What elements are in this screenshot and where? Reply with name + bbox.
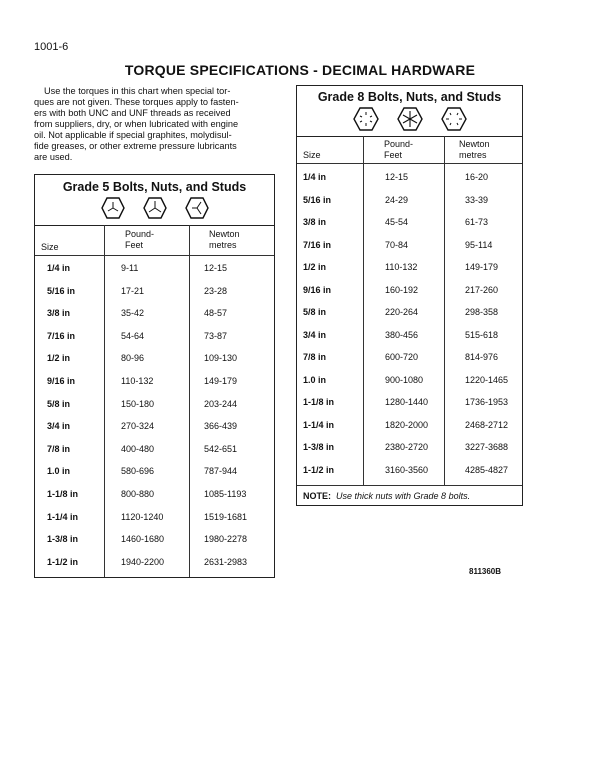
newton-metres-cell: 1980-2278: [204, 534, 248, 545]
pound-feet-cell: 900-1080: [385, 374, 424, 385]
feet-label: Feet: [125, 240, 144, 250]
pound-feet-column-header: [384, 139, 413, 161]
page-title: TORQUE SPECIFICATIONS - DECIMAL HARDWARE: [124, 62, 476, 78]
size-cell: 7/8 in: [303, 352, 327, 362]
size-cell: 3/8 in: [47, 308, 71, 319]
size-cell: 1.0 in: [303, 374, 327, 385]
newton-metres-column-header: [209, 229, 240, 251]
pound-feet-cell: 600-720: [385, 352, 419, 362]
header-divider: [297, 163, 522, 164]
pound-feet-cell: 160-192: [385, 284, 419, 295]
pound-feet-cell: 400-480: [121, 443, 155, 454]
newton-metres-cell: 2468-2712: [465, 419, 509, 430]
size-cell: 1/2 in: [47, 353, 71, 364]
hex-grade5-icon: [185, 197, 209, 219]
size-cell: 1.0 in: [47, 466, 71, 477]
newton-metres-cell: 1085-1193: [204, 489, 247, 499]
size-cell: 1-1/4 in: [47, 511, 79, 522]
newton-metres-cell: 1736-1953: [465, 397, 509, 407]
intro-line: fide greases, or other extreme pressure lubricants: [34, 141, 237, 151]
intro-line: ques are not given. These torques apply to fasten-: [34, 97, 239, 107]
newton-metres-cell: 787-944: [204, 466, 238, 477]
intro-line: are used.: [34, 152, 73, 162]
pound-label: Pound-: [384, 139, 414, 149]
pound-feet-cell: 220-264: [385, 307, 419, 317]
hex-grade5-icon: [143, 197, 167, 219]
size-cell: 1-3/8 in: [47, 534, 79, 545]
size-cell: 1-1/8 in: [47, 489, 79, 499]
pound-feet-cell: 1820-2000: [385, 419, 429, 430]
pound-feet-cell: 1120-1240: [121, 511, 164, 522]
newton-metres-cell: 23-28: [204, 285, 228, 296]
newton-metres-cell: 149-179: [465, 262, 499, 272]
newton-label: Newton: [459, 139, 490, 149]
intro-paragraph: [34, 86, 266, 163]
size-cell: 1/2 in: [303, 262, 327, 272]
newton-metres-cell: 515-618: [465, 329, 499, 340]
pound-feet-cell: 2380-2720: [385, 442, 429, 452]
size-cell: 1-1/4 in: [303, 419, 335, 430]
newton-metres-cell: 95-114: [465, 239, 493, 250]
newton-metres-cell: 542-651: [204, 443, 238, 454]
pound-feet-cell: 17-21: [121, 285, 145, 296]
size-cell: 1-1/2 in: [47, 556, 79, 567]
pound-feet-cell: 1460-1680: [121, 534, 165, 545]
pound-feet-cell: 24-29: [385, 194, 409, 205]
grade8-note: [303, 491, 470, 501]
newton-label: Newton: [209, 229, 240, 239]
size-cell: 5/16 in: [303, 194, 332, 205]
newton-metres-cell: 12-15: [204, 263, 228, 273]
note-label: NOTE:: [303, 491, 331, 501]
pound-feet-cell: 3160-3560: [385, 464, 429, 475]
grade8-torque-table: [296, 85, 523, 506]
metres-label: metres: [459, 150, 487, 160]
pound-feet-cell: 54-64: [121, 330, 145, 341]
size-column-header: Size: [41, 242, 59, 252]
newton-metres-cell: 298-358: [465, 307, 499, 317]
size-cell: 9/16 in: [303, 284, 332, 295]
pound-feet-cell: 35-42: [121, 308, 145, 319]
intro-line: from suppliers, dry, or when lubricated with engine: [34, 119, 239, 129]
newton-metres-cell: 33-39: [465, 194, 489, 205]
grade5-title: Grade 5 Bolts, Nuts, and Studs: [62, 180, 247, 194]
figure-code: 811360B: [469, 567, 502, 576]
pound-feet-cell: 70-84: [385, 239, 409, 250]
size-cell: 9/16 in: [47, 376, 76, 386]
note-text: Use thick nuts with Grade 8 bolts.: [336, 491, 471, 501]
column-divider: [104, 225, 105, 577]
size-cell: 7/16 in: [303, 239, 332, 250]
page-number: 1001-6: [34, 41, 69, 53]
newton-metres-cell: 1519-1681: [204, 511, 248, 522]
hex-grade8-icon: [441, 107, 467, 131]
pound-feet-cell: 80-96: [121, 353, 145, 364]
size-cell: 1-3/8 in: [303, 442, 335, 452]
size-cell: 7/16 in: [47, 330, 76, 341]
metres-label: metres: [209, 240, 237, 250]
pound-feet-cell: 110-132: [385, 262, 418, 272]
pound-feet-cell: 1280-1440: [385, 397, 429, 407]
column-divider: [189, 225, 190, 577]
grade8-title: Grade 8 Bolts, Nuts, and Studs: [317, 90, 502, 104]
newton-metres-cell: 16-20: [465, 172, 489, 182]
header-divider: [35, 255, 274, 256]
newton-metres-column-header: [459, 139, 490, 161]
size-cell: 1/4 in: [303, 172, 327, 182]
column-divider: [363, 136, 364, 485]
size-cell: 7/8 in: [47, 443, 71, 454]
size-cell: 1-1/8 in: [303, 397, 335, 407]
newton-metres-cell: 203-244: [204, 398, 238, 409]
size-cell: 1-1/2 in: [303, 464, 335, 475]
grade8-header: [297, 86, 522, 137]
newton-metres-cell: 48-57: [204, 308, 228, 319]
hex-grade8-icon: [397, 107, 423, 131]
feet-label: Feet: [384, 150, 403, 160]
intro-line: oil. Not applicable if special graphites, molydisul-: [34, 130, 232, 140]
newton-metres-cell: 109-130: [204, 353, 238, 364]
size-column-header: Size: [303, 150, 321, 160]
size-cell: 3/4 in: [303, 329, 327, 340]
newton-metres-cell: 149-179: [204, 376, 238, 386]
grade5-torque-table: [34, 174, 275, 578]
intro-line: ers with both UNC and UNF threads as received: [34, 108, 231, 118]
column-divider: [444, 136, 445, 485]
newton-metres-cell: 4285-4827: [465, 464, 509, 475]
newton-metres-cell: 2631-2983: [204, 556, 248, 567]
pound-feet-cell: 580-696: [121, 466, 155, 477]
pound-feet-column-header: [125, 229, 154, 251]
note-divider: [297, 485, 522, 486]
newton-metres-cell: 366-439: [204, 421, 238, 432]
size-cell: 5/8 in: [47, 398, 71, 409]
hex-grade8-icon: [353, 107, 379, 131]
pound-label: Pound-: [125, 229, 155, 239]
pound-feet-cell: 110-132: [121, 376, 154, 386]
newton-metres-cell: 73-87: [204, 330, 228, 341]
size-cell: 5/16 in: [47, 285, 76, 296]
pound-feet-cell: 150-180: [121, 398, 155, 409]
newton-metres-cell: 814-976: [465, 352, 499, 362]
pound-feet-cell: 380-456: [385, 329, 419, 340]
pound-feet-cell: 1940-2200: [121, 556, 165, 567]
size-cell: 1/4 in: [47, 263, 71, 273]
size-cell: 3/4 in: [47, 421, 71, 432]
pound-feet-cell: 12-15: [385, 172, 409, 182]
size-cell: 3/8 in: [303, 217, 327, 227]
grade5-header: [35, 175, 274, 226]
pound-feet-cell: 270-324: [121, 421, 155, 432]
size-cell: 5/8 in: [303, 307, 327, 317]
pound-feet-cell: 9-11: [121, 263, 139, 273]
pound-feet-cell: 45-54: [385, 217, 409, 227]
intro-line: Use the torques in this chart when special tor-: [44, 86, 231, 96]
hex-grade5-icon: [101, 197, 125, 219]
newton-metres-cell: 61-73: [465, 217, 489, 227]
newton-metres-cell: 1220-1465: [465, 374, 509, 385]
newton-metres-cell: 217-260: [465, 284, 499, 295]
pound-feet-cell: 800-880: [121, 489, 155, 499]
newton-metres-cell: 3227-3688: [465, 442, 509, 452]
